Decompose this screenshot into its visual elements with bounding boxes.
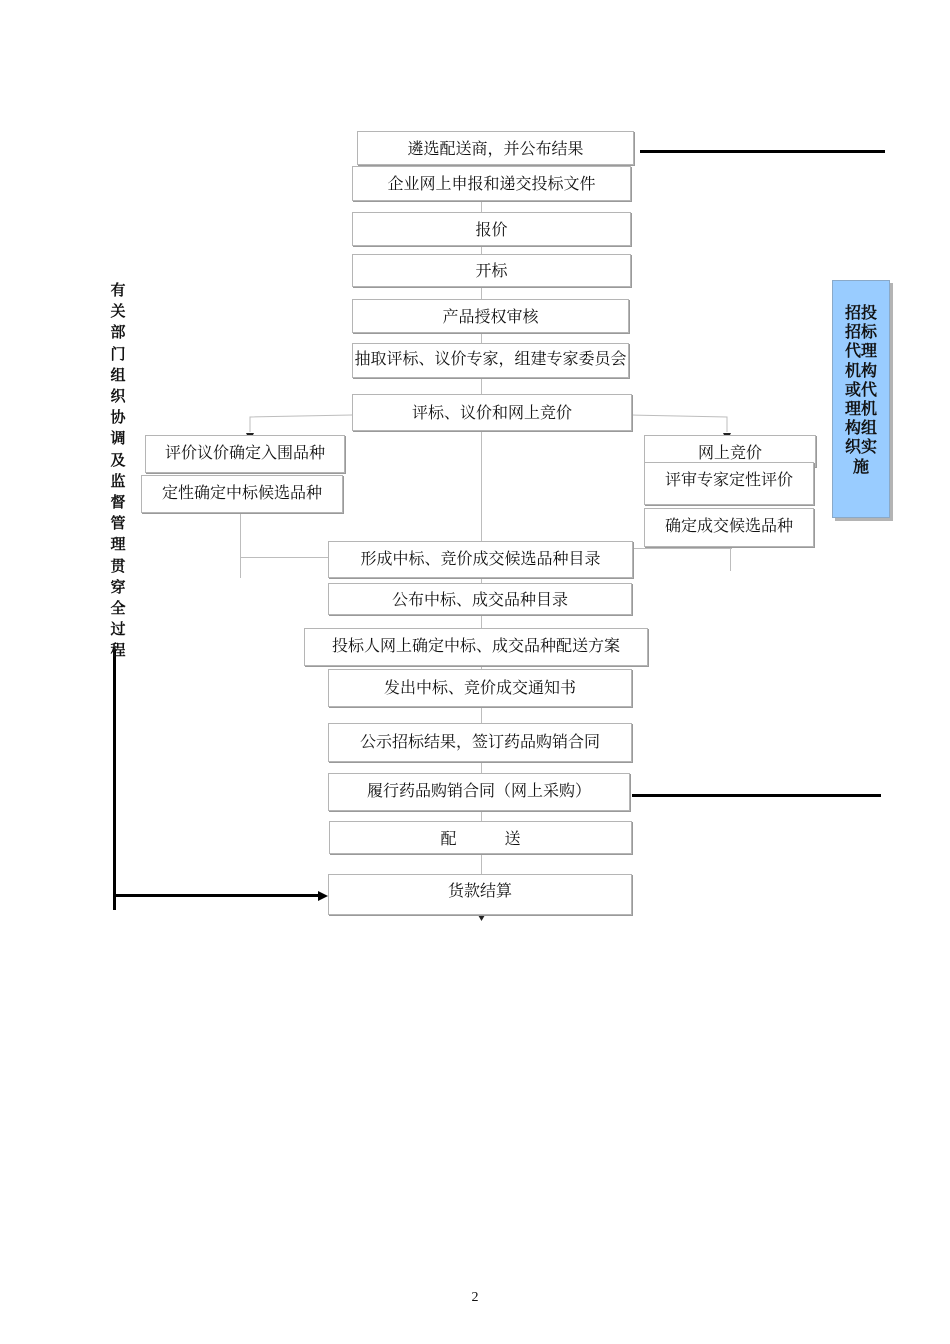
step-fulfill-contract: 履行药品购销合同（网上采购） (328, 773, 630, 811)
step-quotation: 报价 (352, 212, 631, 246)
step-publish-catalog: 公布中标、成交品种目录 (328, 583, 632, 615)
step-authorization-review: 产品授权审核 (352, 299, 629, 333)
right-deal-candidates: 确定成交候选品种 (644, 508, 814, 547)
right-online-bidding: 网上竞价 (644, 435, 816, 467)
right-expert-evaluation: 评审专家定性评价 (644, 462, 814, 505)
bottom-arrowhead (478, 915, 485, 921)
oversight-label: 有关部门组织协调及监督管理贯穿全过程 (110, 281, 126, 660)
left-qualitative-candidates: 定性确定中标候选品种 (141, 475, 343, 513)
branch-right-curve (632, 415, 727, 432)
step-sign-contract: 公示招标结果，签订药品购销合同 (328, 723, 632, 762)
step-award-notice: 发出中标、竞价成交通知书 (328, 669, 632, 707)
step-distribution-plan: 投标人网上确定中标、成交品种配送方案 (304, 628, 648, 666)
step-select-distributor: 遴选配送商，并公布结果 (357, 131, 634, 165)
left-shortlist-by-negotiation: 评价议价确定入围品种 (145, 435, 345, 473)
step-evaluation-bidding: 评标、议价和网上竞价 (352, 394, 632, 431)
step-expert-committee: 抽取评标、议价专家，组建专家委员会 (352, 343, 629, 378)
step-delivery: 配 送 (329, 821, 632, 854)
step-online-bid-submission: 企业网上申报和递交投标文件 (352, 166, 631, 201)
step-bid-opening: 开标 (352, 254, 631, 287)
step-payment-settlement: 货款结算 (328, 874, 632, 915)
agency-label: 招投招标代理机构或代理机构组织实施 (832, 280, 890, 518)
step-candidate-catalog: 形成中标、竞价成交候选品种目录 (328, 541, 633, 578)
settlement-arrowhead (318, 891, 328, 901)
page-number: 2 (471, 1290, 479, 1305)
branch-left-curve (250, 415, 352, 432)
